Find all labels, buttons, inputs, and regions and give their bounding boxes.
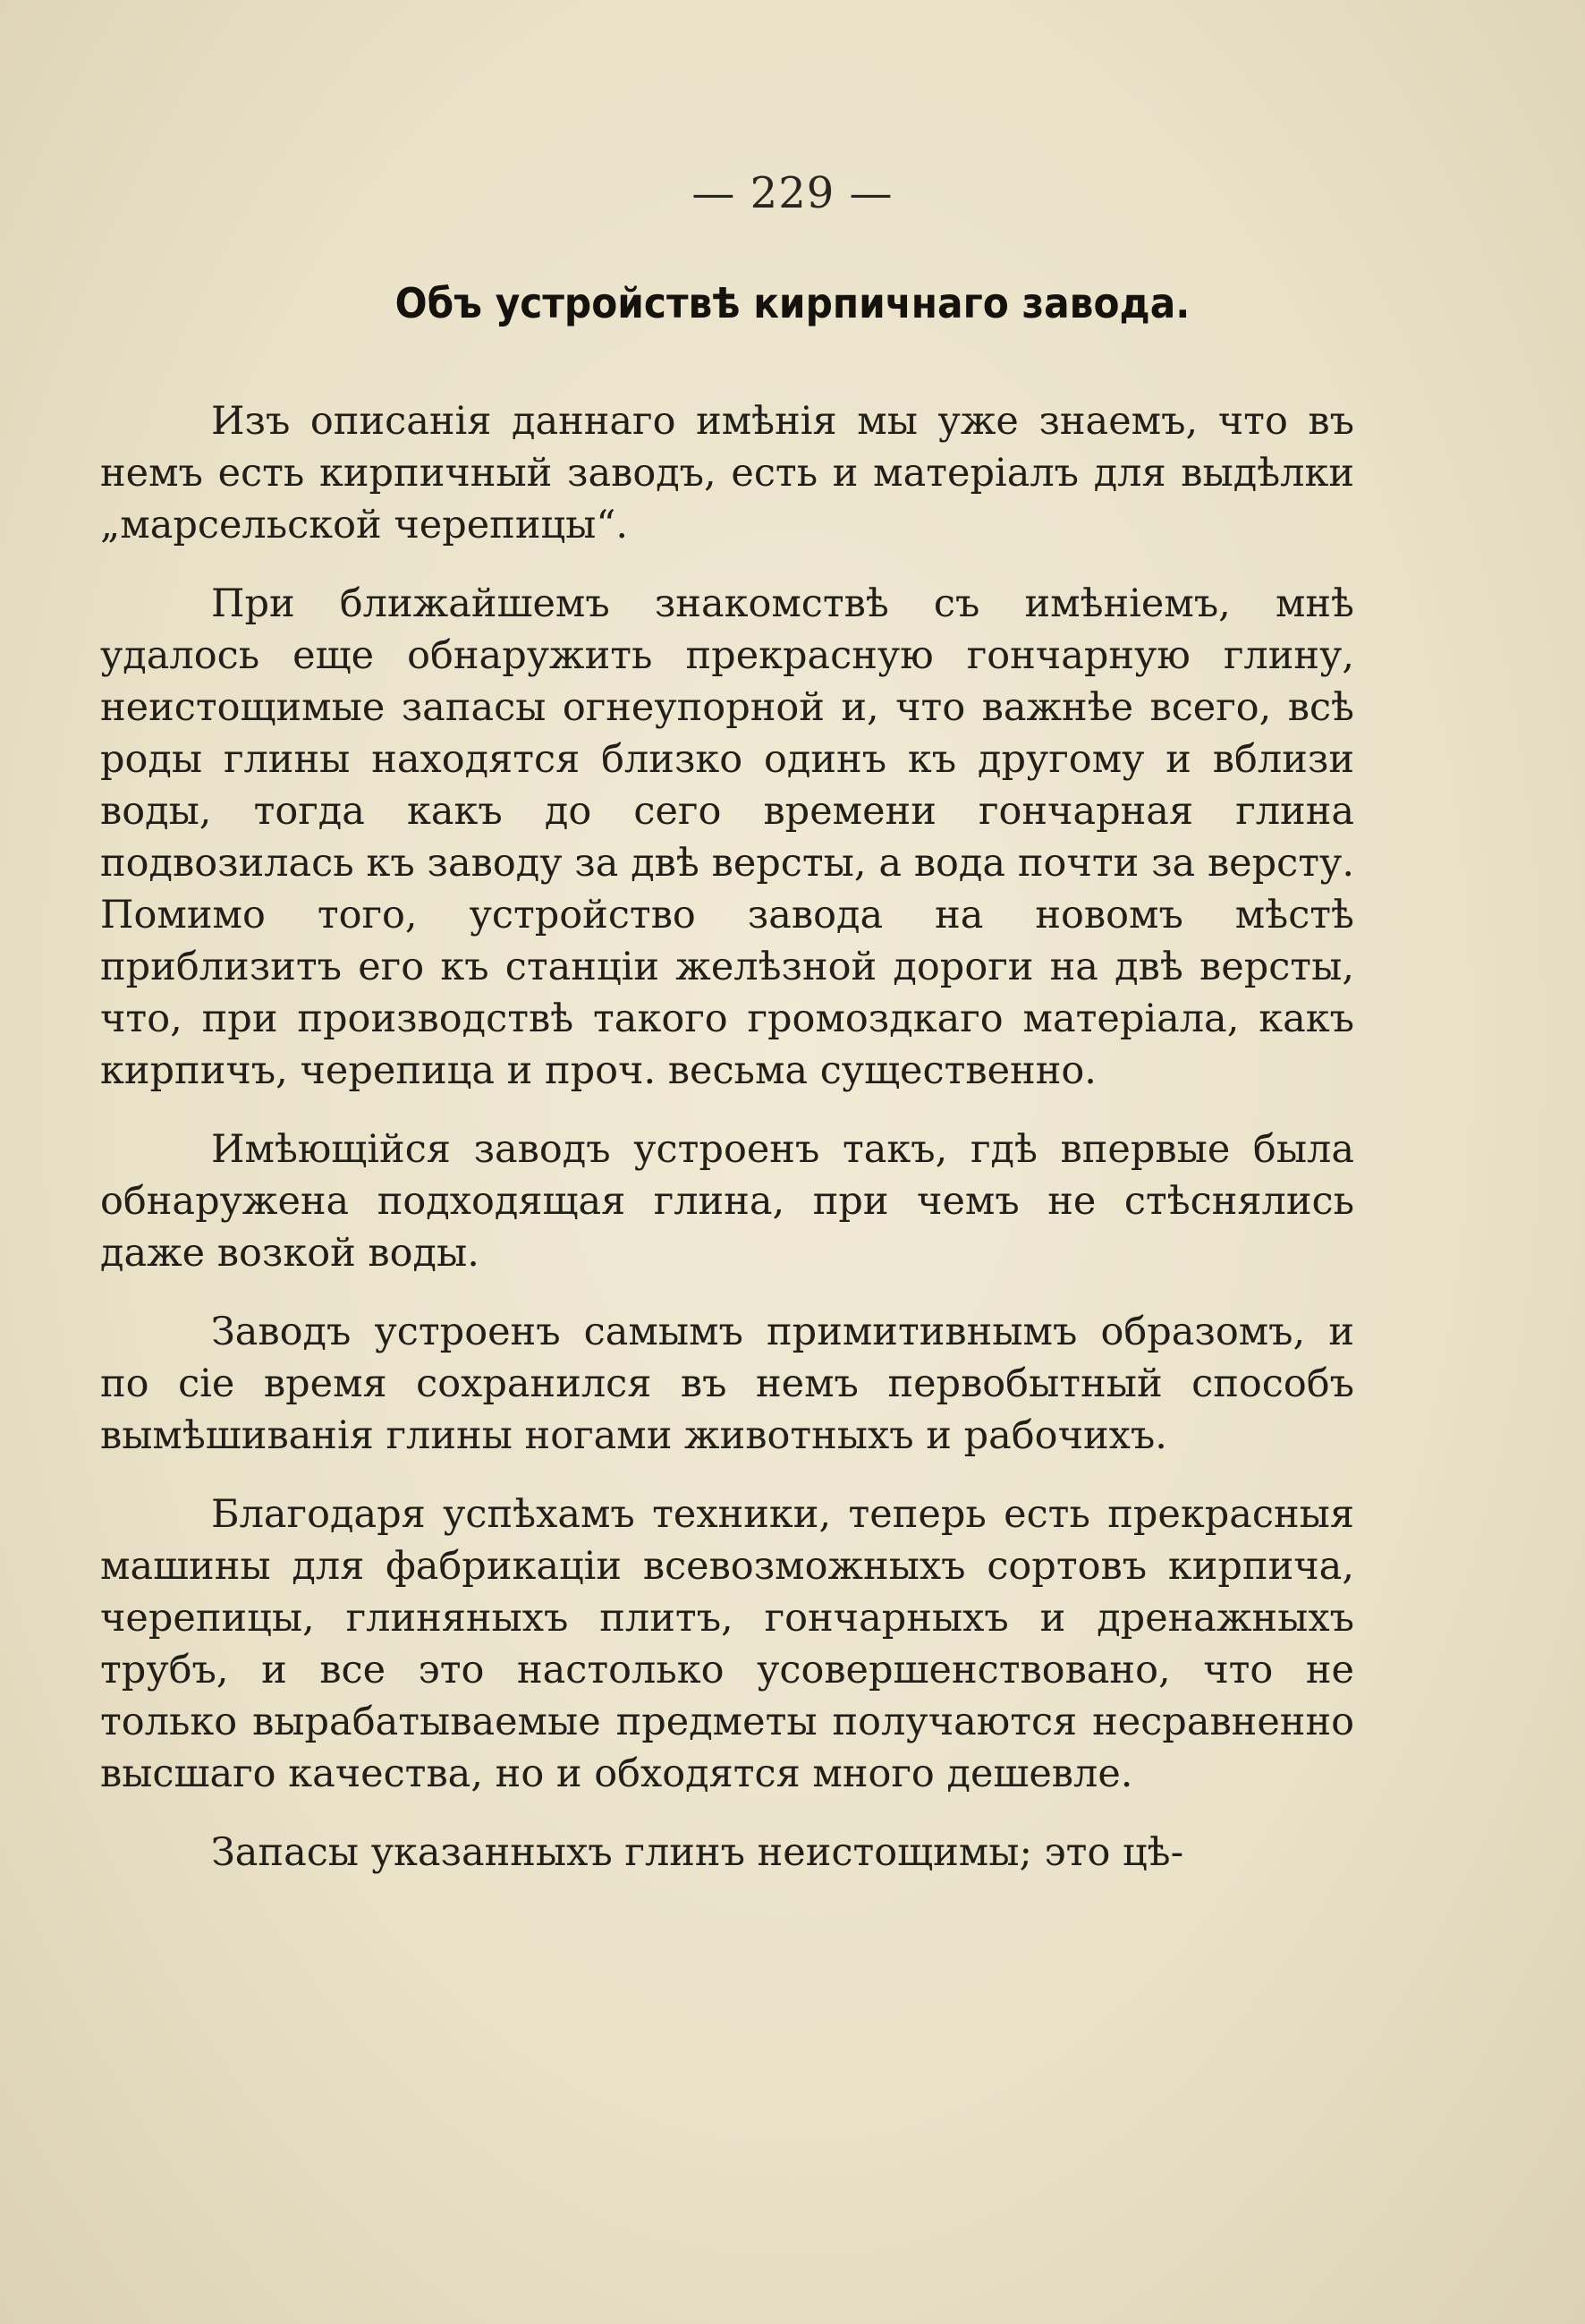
paragraph: Изъ описанія даннаго имѣнія мы уже знаемъ, что въ немъ есть кирпичный заводъ, есть и матеріалъ для выдѣлки „марсельской черепицы“.: [100, 399, 1354, 547]
page-number: — 229 —: [691, 168, 894, 218]
paragraph: Заводъ устроенъ самымъ примитивнымъ образомъ, и по сіе время сохранился въ немъ первобытный способъ вымѣшиванія глины ногами животныхъ и рабочихъ.: [100, 1310, 1354, 1458]
paragraph: Запасы указанныхъ глинъ неистощимы; это цѣ-: [211, 1830, 1184, 1875]
paragraph: При ближайшемъ знакомствѣ съ имѣніемъ, мнѣ удалось еще обнаружить прекрасную гончарную глину, неистощимые запасы огнеупорной и, что важнѣе всего, всѣ роды глины находятся близко одинъ къ другому и вблизи воды, тогда какъ до сего времени гончарная глина подвозилась къ заводу за двѣ версты, а вода почти за версту. Помимо того, устройство завода на новомъ мѣстѣ приблизитъ его къ станціи желѣзной дороги на двѣ версты, что, при производствѣ такого громоздкаго матеріала, какъ кирпичъ, черепица и проч. весьма существенно.: [100, 581, 1354, 1093]
body-text: [100, 395, 1354, 1905]
paragraph: Благодаря успѣхамъ техники, теперь есть прекрасныя машины для фабрикаціи всевозможныхъ сортовъ кирпича, черепицы, глиняныхъ плитъ, гончарныхъ и дренажныхъ трубъ, и все это настолько усовершенствовано, что не только вырабатываемые предметы получаются несравненно высшаго качества, но и обходятся много дешевле.: [100, 1492, 1354, 1796]
section-title: Объ устройствѣ кирпичнаго завода.: [394, 279, 1191, 327]
paragraph: Имѣющійся заводъ устроенъ такъ, гдѣ впервые была обнаружена подходящая глина, при чемъ не стѣснялись даже возкой воды.: [100, 1127, 1354, 1276]
